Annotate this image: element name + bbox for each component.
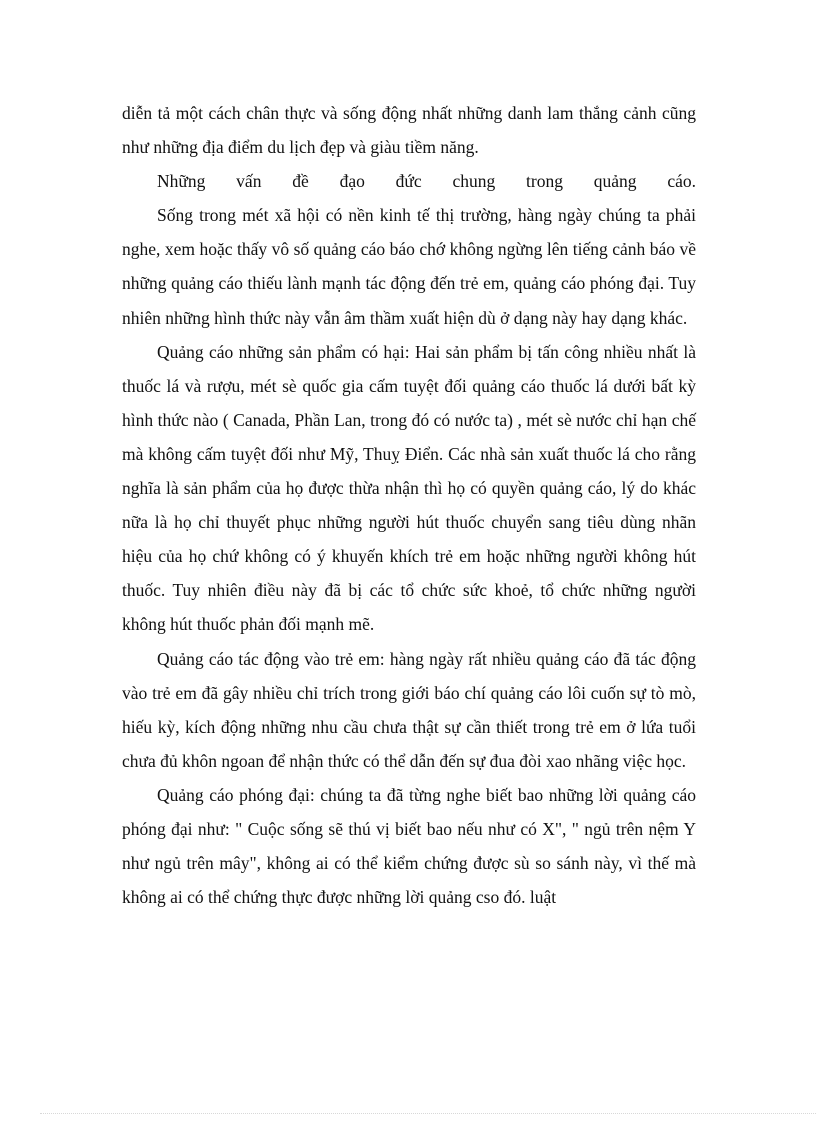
page-bottom-divider — [40, 1113, 816, 1114]
section-heading-ethics: Những vấn đề đạo đức chung trong quảng cáo. — [157, 171, 696, 192]
paragraph-children: Quảng cáo tác động vào trẻ em: hàng ngày rất nhiều quảng cáo đã tác động vào trẻ em đã gây nhiều chỉ trích trong giới báo chí quảng cáo lôi cuốn sự tò mò, hiếu kỳ, kích động những nhu cầu chưa thật sự cần thiết trong trẻ em ở lứa tuổi chưa đủ khôn ngoan để nhận thức có thể dẫn đến sự đua đòi xao nhãng việc học. — [122, 648, 696, 771]
document-body — [122, 96, 696, 914]
paragraph-market-economy: Sống trong mét xã hội có nền kinh tế thị trường, hàng ngày chúng ta phải nghe, xem hoặc thấy vô số quảng cáo báo chớ không ngừng lên tiếng cảnh báo về những quảng cáo thiếu lành mạnh tác động đến trẻ em, quảng cáo phóng đại. Tuy nhiên những hình thức này vẫn âm thầm xuất hiện dù ở dạng này hay dạng khác. — [122, 205, 696, 328]
paragraph-harmful-products: Quảng cáo những sản phẩm có hại: Hai sản phẩm bị tấn công nhiều nhất là thuốc lá và rượu, mét sè quốc gia cấm tuyệt đối quảng cáo thuốc lá dưới bất kỳ hình thức nào ( Canada, Phần Lan, trong đó có nước ta) , mét sè nước chỉ hạn chế mà không cấm tuyệt đối như Mỹ, Thuỵ Điển. Các nhà sản xuất thuốc lá cho rằng nghĩa là sản phẩm của họ được thừa nhận thì họ có quyền quảng cáo, lý do khác nữa là họ chỉ thuyết phục những người hút thuốc chuyển sang tiêu dùng nhãn hiệu của họ chứ không có ý khuyến khích trẻ em hoặc những người không hút thuốc. Tuy nhiên điều này đã bị các tổ chức sức khoẻ, tổ chức những người không hút thuốc phản đối mạnh mẽ. — [122, 341, 696, 635]
paragraph-continuation: diễn tả một cách chân thực và sống động nhất những danh lam thắng cảnh cũng như những địa điểm du lịch đẹp và giàu tiềm năng. — [122, 103, 696, 158]
paragraph-exaggeration: Quảng cáo phóng đại: chúng ta đã từng nghe biết bao những lời quảng cáo phóng đại như: " Cuộc sống sẽ thú vị biết bao nếu như có X", " ngủ trên nệm Y như ngủ trên mây", không ai có thể kiểm chứng được sù so sánh này, vì thế mà không ai có thể chứng thực được những lời quảng cso đó. luật — [122, 784, 696, 908]
